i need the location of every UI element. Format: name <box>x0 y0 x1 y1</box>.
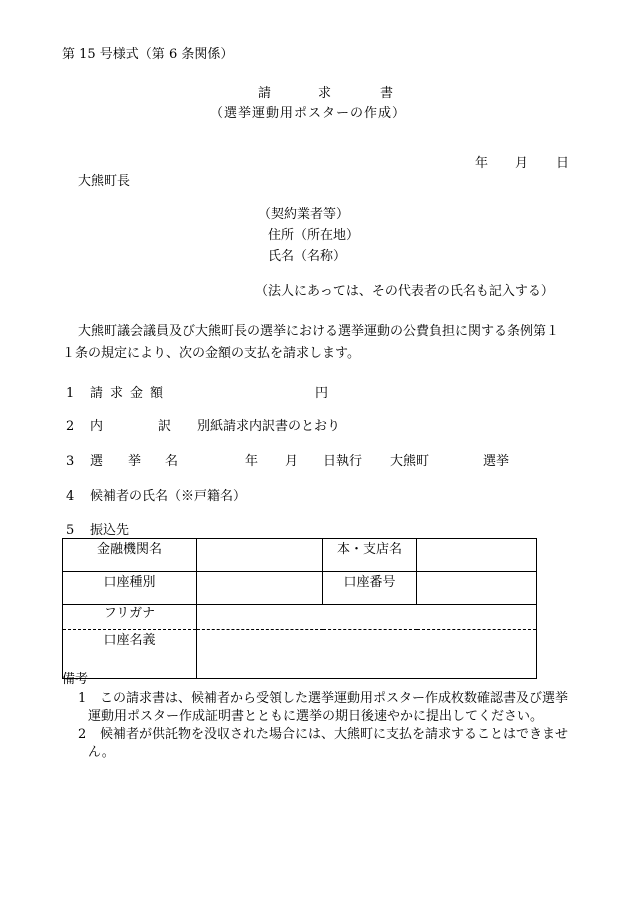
date-month: 月 <box>515 156 529 171</box>
election-exec-day: 日執行 <box>323 454 363 469</box>
item-number: 4 <box>66 489 75 504</box>
furigana-field[interactable] <box>197 605 537 630</box>
item-label-char: 訳 <box>158 419 172 434</box>
note-text: 候補者が供託物を没収された場合には、大熊町に支払を請求することはできません。 <box>88 727 569 760</box>
item-label-char: 額 <box>150 386 164 401</box>
item-label-char: 選 <box>90 454 104 469</box>
note-number: 2 <box>78 727 87 742</box>
item-number: 2 <box>66 419 75 434</box>
election-year: 年 <box>245 454 259 469</box>
contractor-name: 氏名（名称） <box>268 249 347 264</box>
election-month: 月 <box>285 454 299 469</box>
item-label-char: 求 <box>110 386 124 401</box>
body-line-1: 大熊町議会議員及び大熊町長の選挙における選挙運動の公費負担に関する条例第１ <box>78 324 560 339</box>
subtitle: （選挙運動用ポスターの作成） <box>210 106 407 121</box>
transfer-label: 振込先 <box>90 523 130 538</box>
notes-heading: 備考 <box>62 672 89 687</box>
item-label-char: 名 <box>165 454 179 469</box>
date-day: 日 <box>556 156 570 171</box>
item-label-char: 請 <box>90 386 104 401</box>
contractor-label: （契約業者等） <box>258 207 350 222</box>
item-label-char: 金 <box>130 386 144 401</box>
item-number: 1 <box>66 386 75 401</box>
contractor-note: （法人にあっては、その代表者の氏名も記入する） <box>255 284 554 299</box>
item-label-char: 内 <box>90 419 104 434</box>
election-suffix: 選挙 <box>483 454 510 469</box>
branch-label: 本・支店名 <box>323 539 417 572</box>
note-number: 1 <box>78 691 87 706</box>
table-row <box>63 572 537 605</box>
account-holder-field[interactable] <box>197 630 537 679</box>
date-year: 年 <box>475 156 489 171</box>
addressee: 大熊町長 <box>78 174 131 189</box>
account-holder-label: 口座名義 <box>63 630 197 679</box>
item-label-char: 挙 <box>128 454 142 469</box>
item-number: 3 <box>66 454 75 469</box>
body-line-2: １条の規定により、次の金額の支払を請求します。 <box>62 346 360 361</box>
item-number: 5 <box>66 523 75 538</box>
breakdown-value: 別紙請求内訳書のとおり <box>197 419 341 434</box>
bank-name-field[interactable] <box>197 539 323 572</box>
account-type-label: 口座種別 <box>63 572 197 605</box>
form-number: 第 15 号様式（第 6 条関係） <box>62 47 234 62</box>
account-type-field[interactable] <box>197 572 323 605</box>
election-town: 大熊町 <box>390 454 430 469</box>
contractor-address: 住所（所在地） <box>268 228 360 243</box>
table-row <box>63 605 537 630</box>
account-number-label: 口座番号 <box>323 572 417 605</box>
table-row <box>63 630 537 679</box>
note-text: この請求書は、候補者から受領した選挙運動用ポスター作成枚数確認書及び選挙運動用ポスター作成証明書とともに選挙の期日後速やかに提出してください。 <box>88 691 569 724</box>
account-number-field[interactable] <box>417 572 537 605</box>
bank-table <box>62 538 537 679</box>
branch-field[interactable] <box>417 539 537 572</box>
table-row <box>63 539 537 572</box>
title-char-3: 書 <box>380 86 394 101</box>
candidate-name-label: 候補者の氏名（※戸籍名） <box>90 489 247 504</box>
title-char-1: 請 <box>258 86 272 101</box>
yen-unit: 円 <box>315 386 329 401</box>
furigana-label: フリガナ <box>63 605 197 630</box>
title-char-2: 求 <box>318 86 332 101</box>
bank-name-label: 金融機関名 <box>63 539 197 572</box>
